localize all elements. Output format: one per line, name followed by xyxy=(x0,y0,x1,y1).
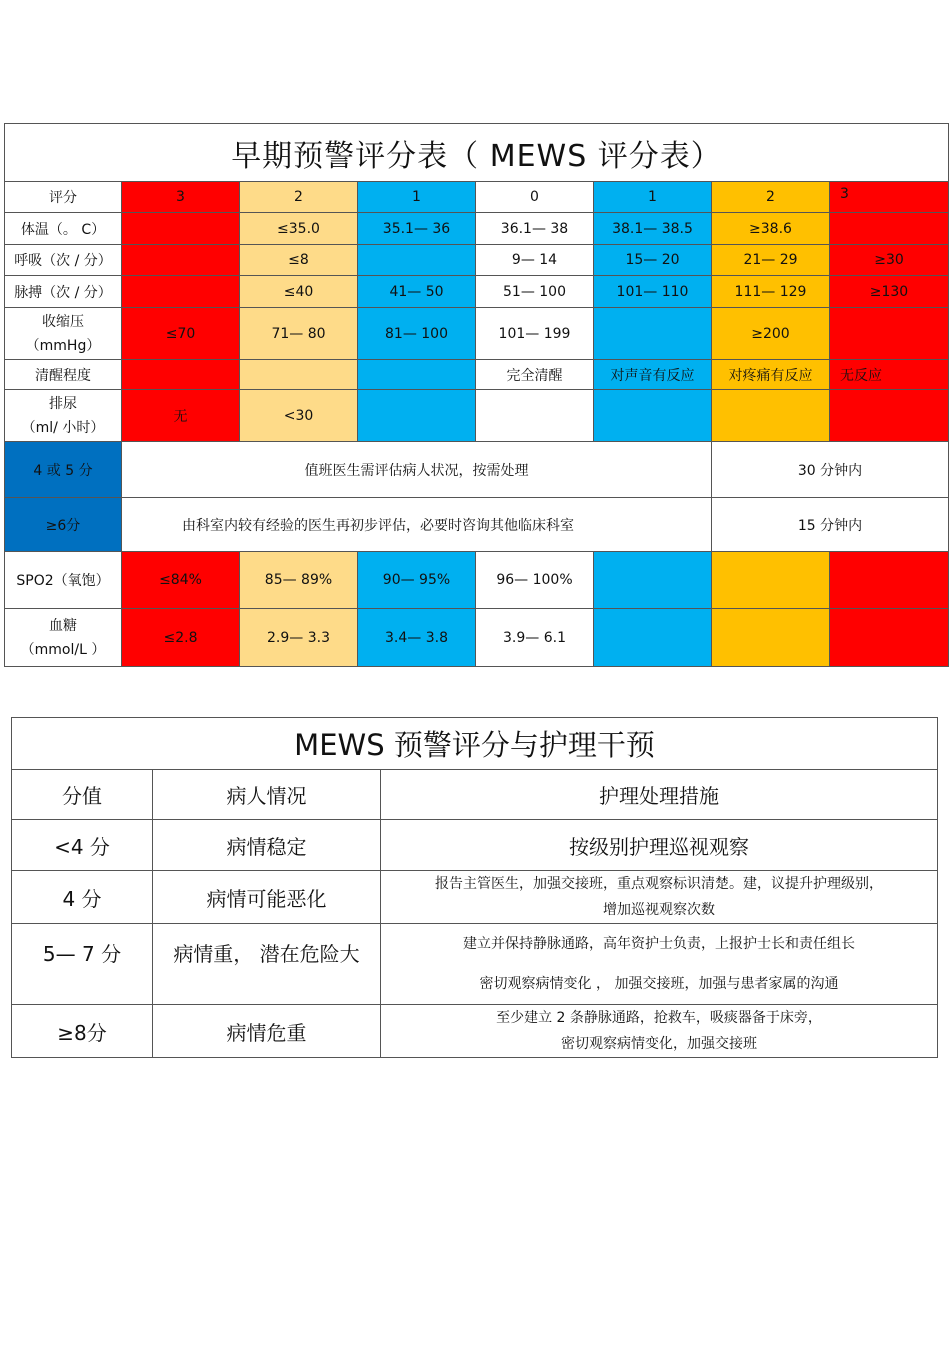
table-cell: 15— 20 xyxy=(594,245,712,276)
table-cell: 无反应 xyxy=(830,360,949,390)
table-cell: <30 xyxy=(240,390,358,442)
table-cell: 完全清醒 xyxy=(476,360,594,390)
row-label-consciousness: 清醒程度 xyxy=(5,360,122,390)
table-cell xyxy=(830,213,949,245)
score-value: 5— 7 分 xyxy=(12,924,153,1005)
table-cell: 101— 110 xyxy=(594,276,712,308)
condition: 病情稳定 xyxy=(153,820,381,871)
score-value: ≥8分 xyxy=(12,1005,153,1058)
table-cell: 111— 129 xyxy=(712,276,830,308)
row-label-unit: （mmol/L ） xyxy=(20,641,106,658)
table-cell xyxy=(830,552,949,609)
column-header: 护理处理措施 xyxy=(381,770,938,820)
measure-line: 报告主管医生，加强交接班，重点观察标识清楚。建，议提升护理级别， xyxy=(435,876,883,892)
condition: 病情重， 潜在危险大 xyxy=(153,924,381,1005)
row-label-temperature: 体温（。 C） xyxy=(5,213,122,245)
action-label-6: ≥6分 xyxy=(5,498,122,552)
row-label-spo2: SPO2（氧饱） xyxy=(5,552,122,609)
table-cell: 对疼痛有反应 xyxy=(712,360,830,390)
condition: 病情可能恶化 xyxy=(153,871,381,924)
table-cell xyxy=(122,276,240,308)
score-header-label: 评分 xyxy=(5,182,122,213)
table-cell: 38.1— 38.5 xyxy=(594,213,712,245)
mews-score-table xyxy=(4,123,949,667)
table-cell xyxy=(358,245,476,276)
table-cell: ≥30 xyxy=(830,245,949,276)
table-cell xyxy=(476,390,594,442)
row-label-line: 血糖 xyxy=(49,617,77,634)
action-label-4-5: 4 或 5 分 xyxy=(5,442,122,498)
table-cell: 21— 29 xyxy=(712,245,830,276)
table-cell: 对声音有反应 xyxy=(594,360,712,390)
table-cell: ≤2.8 xyxy=(122,609,240,667)
row-label-line: 排尿 xyxy=(49,395,77,412)
table-cell xyxy=(240,360,358,390)
column-header: 分值 xyxy=(12,770,153,820)
table-cell: 35.1— 36 xyxy=(358,213,476,245)
measure-line: 密切观察病情变化 ， 加强交接班，加强与患者家属的沟通 xyxy=(479,976,839,992)
table-cell xyxy=(122,213,240,245)
intervention-table-title: MEWS 预警评分与护理干预 xyxy=(12,718,938,770)
score-header-cell: 2 xyxy=(712,182,830,213)
table-cell: 81— 100 xyxy=(358,308,476,360)
table-cell: 101— 199 xyxy=(476,308,594,360)
measure xyxy=(381,924,938,1005)
table-cell xyxy=(712,552,830,609)
row-label-unit: （mmHg） xyxy=(25,337,101,354)
measure-line: 至少建立 2 条静脉通路，抢救车，吸痰器备于床旁， xyxy=(496,1010,822,1026)
table-cell: 3.4— 3.8 xyxy=(358,609,476,667)
score-table-title: 早期预警评分表（ MEWS 评分表） xyxy=(5,124,949,182)
measure xyxy=(381,871,938,924)
row-label-unit: （ml/ 小时） xyxy=(21,419,105,436)
score-header-cell: 2 xyxy=(240,182,358,213)
table-cell xyxy=(358,360,476,390)
row-label-urine xyxy=(5,390,122,442)
table-cell: 51— 100 xyxy=(476,276,594,308)
row-label-line: 收缩压 xyxy=(42,313,84,330)
table-cell xyxy=(830,609,949,667)
table-cell xyxy=(358,390,476,442)
score-header-cell: 1 xyxy=(594,182,712,213)
table-cell: ≥200 xyxy=(712,308,830,360)
table-cell xyxy=(712,390,830,442)
score-header-cell: 1 xyxy=(358,182,476,213)
table-cell xyxy=(712,609,830,667)
column-header: 病人情况 xyxy=(153,770,381,820)
measure-line: 增加巡视观察次数 xyxy=(603,902,715,918)
table-cell xyxy=(594,308,712,360)
score-value: <4 分 xyxy=(12,820,153,871)
table-cell: 36.1— 38 xyxy=(476,213,594,245)
measure xyxy=(381,1005,938,1058)
table-cell xyxy=(594,552,712,609)
table-cell: ≤40 xyxy=(240,276,358,308)
table-cell: ≤8 xyxy=(240,245,358,276)
table-cell xyxy=(830,390,949,442)
score-header-cell: 3 xyxy=(122,182,240,213)
table-cell: 90— 95% xyxy=(358,552,476,609)
row-label-systolic xyxy=(5,308,122,360)
table-cell xyxy=(830,308,949,360)
action-time: 30 分钟内 xyxy=(712,442,949,498)
table-cell: ≤84% xyxy=(122,552,240,609)
table-cell: 2.9— 3.3 xyxy=(240,609,358,667)
table-cell: 96— 100% xyxy=(476,552,594,609)
score-header-cell: 0 xyxy=(476,182,594,213)
action-text: 值班医生需评估病人状况，按需处理 xyxy=(122,442,712,498)
table-cell: ≥130 xyxy=(830,276,949,308)
measure-line: 建立并保持静脉通路，高年资护士负责，上报护士长和责任组长 xyxy=(463,936,855,952)
table-cell: 85— 89% xyxy=(240,552,358,609)
table-cell xyxy=(122,245,240,276)
table-cell: ≥38.6 xyxy=(712,213,830,245)
measure: 按级别护理巡视观察 xyxy=(381,820,938,871)
table-cell: 3.9— 6.1 xyxy=(476,609,594,667)
row-label-respiration: 呼吸（次 / 分） xyxy=(5,245,122,276)
table-cell xyxy=(594,609,712,667)
table-cell: 9— 14 xyxy=(476,245,594,276)
table-cell: 71— 80 xyxy=(240,308,358,360)
score-value: 4 分 xyxy=(12,871,153,924)
table-cell: 41— 50 xyxy=(358,276,476,308)
measure-line: 密切观察病情变化，加强交接班 xyxy=(561,1036,757,1052)
mews-intervention-table xyxy=(11,717,938,1058)
action-text: 由科室内较有经验的医生再初步评估，必要时咨询其他临床科室 xyxy=(122,498,712,552)
row-label-glucose xyxy=(5,609,122,667)
table-cell: 无 xyxy=(122,390,240,442)
action-time: 15 分钟内 xyxy=(712,498,949,552)
score-header-cell: 3 xyxy=(830,182,949,213)
table-cell: ≤35.0 xyxy=(240,213,358,245)
table-cell xyxy=(594,390,712,442)
table-cell: ≤70 xyxy=(122,308,240,360)
row-label-pulse: 脉搏（次 / 分） xyxy=(5,276,122,308)
condition: 病情危重 xyxy=(153,1005,381,1058)
table-cell xyxy=(122,360,240,390)
